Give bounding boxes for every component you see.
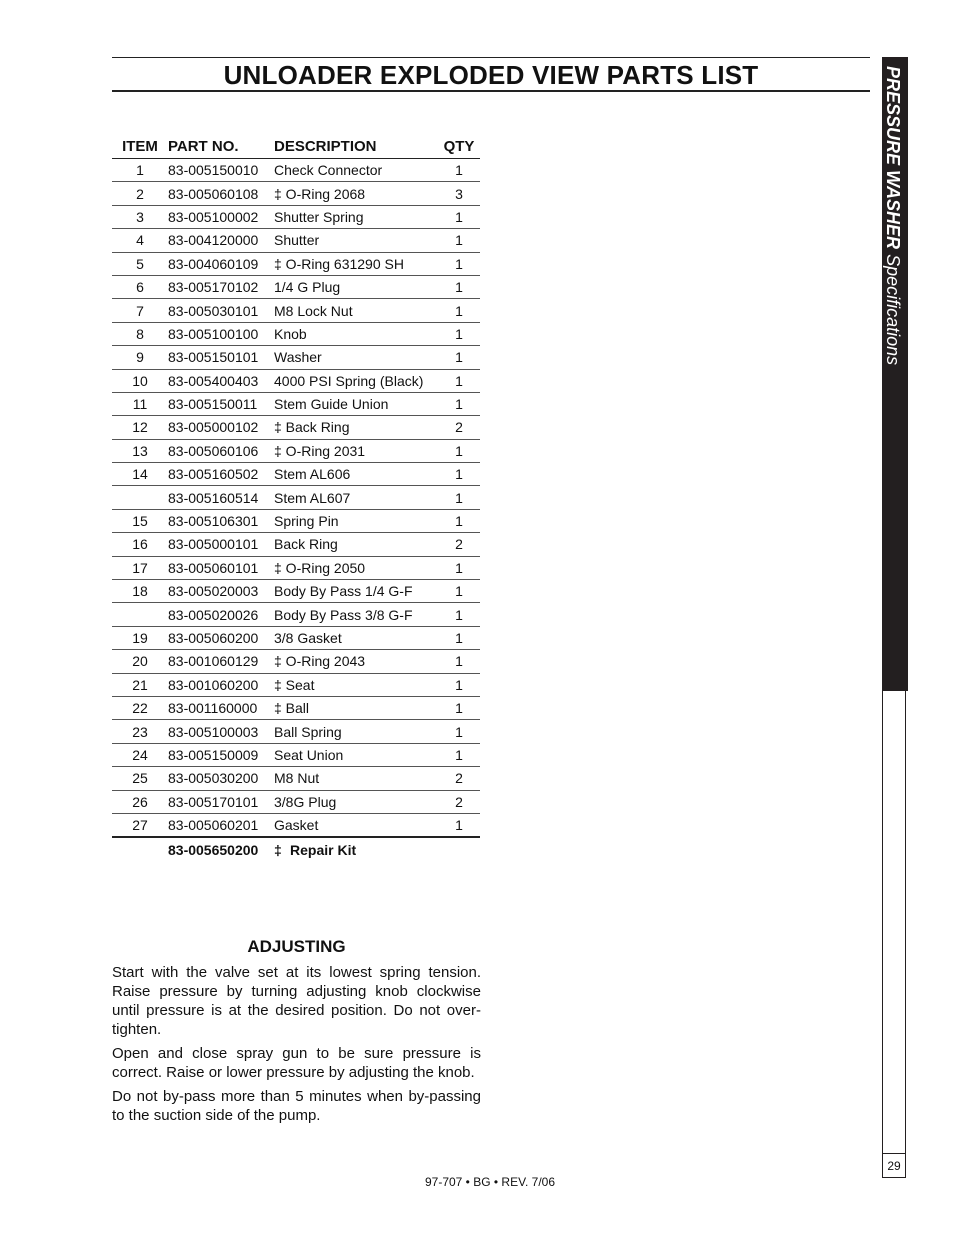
table-row xyxy=(112,369,480,392)
cell-part-no: 83-005020026 xyxy=(168,603,274,626)
cell-description: ‡ O-Ring 2050 xyxy=(274,556,438,579)
cell-qty xyxy=(438,837,480,862)
cell-description: Washer xyxy=(274,346,438,369)
table-row xyxy=(112,673,480,696)
table-row xyxy=(112,416,480,439)
table-row xyxy=(112,322,480,345)
cell-part-no: 83-005020003 xyxy=(168,580,274,603)
cell-part-no: 83-005150010 xyxy=(168,159,274,182)
cell-part-no: 83-005100003 xyxy=(168,720,274,743)
kit-label: Repair Kit xyxy=(290,842,357,859)
cell-item: 11 xyxy=(112,392,168,415)
cell-qty: 1 xyxy=(438,650,480,673)
header-part-no: PART NO. xyxy=(168,134,274,159)
table-row xyxy=(112,743,480,766)
table-row xyxy=(112,159,480,182)
parts-table xyxy=(112,134,480,862)
cell-part-no: 83-005060106 xyxy=(168,439,274,462)
cell-description: M8 Nut xyxy=(274,767,438,790)
table-row xyxy=(112,205,480,228)
cell-item: 10 xyxy=(112,369,168,392)
cell-qty: 2 xyxy=(438,790,480,813)
cell-part-no: 83-005060201 xyxy=(168,813,274,837)
cell-qty: 1 xyxy=(438,463,480,486)
cell-qty: 2 xyxy=(438,533,480,556)
table-header-row xyxy=(112,134,480,159)
side-tab-bold-text: PRESSURE WASHER xyxy=(883,66,903,250)
cell-part-no: 83-005106301 xyxy=(168,509,274,532)
cell-part-no: 83-001060129 xyxy=(168,650,274,673)
cell-description: Body By Pass 1/4 G-F xyxy=(274,580,438,603)
table-row xyxy=(112,603,480,626)
header-description: DESCRIPTION xyxy=(274,134,438,159)
cell-part-no: 83-005060200 xyxy=(168,626,274,649)
cell-part-no: 83-005170102 xyxy=(168,275,274,298)
cell-item: 6 xyxy=(112,275,168,298)
cell-description: Stem AL606 xyxy=(274,463,438,486)
cell-item: 18 xyxy=(112,580,168,603)
cell-qty: 1 xyxy=(438,743,480,766)
footer-doc-ref: 97-707 • BG • REV. 7/06 xyxy=(424,1175,556,1189)
cell-part-no: 83-005150009 xyxy=(168,743,274,766)
table-row xyxy=(112,790,480,813)
cell-description: Body By Pass 3/8 G-F xyxy=(274,603,438,626)
cell-part-no: 83-005160502 xyxy=(168,463,274,486)
cell-item: 12 xyxy=(112,416,168,439)
cell-part-no: 83-005060108 xyxy=(168,182,274,205)
table-row xyxy=(112,182,480,205)
cell-description: Stem Guide Union xyxy=(274,392,438,415)
cell-qty: 1 xyxy=(438,696,480,719)
cell-description: Ball Spring xyxy=(274,720,438,743)
table-row xyxy=(112,392,480,415)
header-item: ITEM xyxy=(112,134,168,159)
cell-qty: 1 xyxy=(438,626,480,649)
page-title: UNLOADER EXPLODED VIEW PARTS LIST xyxy=(223,60,759,90)
cell-qty: 1 xyxy=(438,509,480,532)
table-row xyxy=(112,580,480,603)
cell-part-no: 83-005160514 xyxy=(168,486,274,509)
cell-qty: 2 xyxy=(438,767,480,790)
cell-item xyxy=(112,837,168,862)
cell-description: ‡ O-Ring 2068 xyxy=(274,182,438,205)
cell-qty: 1 xyxy=(438,205,480,228)
adjusting-paragraph: Open and close spray gun to be sure pressure is correct. Raise or lower pressure by adjusting the knob. xyxy=(112,1045,481,1081)
cell-qty: 1 xyxy=(438,299,480,322)
cell-qty: 1 xyxy=(438,275,480,298)
cell-item: 5 xyxy=(112,252,168,275)
cell-description: Shutter xyxy=(274,229,438,252)
table-row xyxy=(112,720,480,743)
repair-kit-row xyxy=(112,837,480,862)
kit-part-no: 83-005650200 xyxy=(168,842,259,859)
parts-table-body xyxy=(112,159,480,863)
cell-part-no: 83-001060200 xyxy=(168,673,274,696)
cell-part-no: 83-004120000 xyxy=(168,229,274,252)
cell-part-no: 83-005000102 xyxy=(168,416,274,439)
table-row xyxy=(112,299,480,322)
cell-part-no: 83-005150101 xyxy=(168,346,274,369)
kit-description xyxy=(274,837,438,862)
table-row xyxy=(112,463,480,486)
cell-item: 3 xyxy=(112,205,168,228)
cell-item: 16 xyxy=(112,533,168,556)
cell-description: ‡ Seat xyxy=(274,673,438,696)
cell-part-no: 83-005100002 xyxy=(168,205,274,228)
cell-qty: 1 xyxy=(438,322,480,345)
cell-description: Back Ring xyxy=(274,533,438,556)
cell-description: Spring Pin xyxy=(274,509,438,532)
cell-description: ‡ O-Ring 631290 SH xyxy=(274,252,438,275)
header-qty: QTY xyxy=(438,134,480,159)
cell-item: 25 xyxy=(112,767,168,790)
cell-qty: 1 xyxy=(438,720,480,743)
cell-item: 22 xyxy=(112,696,168,719)
cell-item: 8 xyxy=(112,322,168,345)
cell-item: 4 xyxy=(112,229,168,252)
cell-part-no: 83-001160000 xyxy=(168,696,274,719)
table-row xyxy=(112,486,480,509)
cell-item: 27 xyxy=(112,813,168,837)
table-row xyxy=(112,509,480,532)
side-tab-label xyxy=(883,66,903,365)
cell-item: 19 xyxy=(112,626,168,649)
adjusting-body xyxy=(112,963,481,1130)
table-row xyxy=(112,767,480,790)
table-row xyxy=(112,626,480,649)
cell-qty: 1 xyxy=(438,673,480,696)
cell-qty: 1 xyxy=(438,252,480,275)
section-side-tab xyxy=(882,57,908,691)
cell-qty: 1 xyxy=(438,439,480,462)
cell-description: Shutter Spring xyxy=(274,205,438,228)
cell-part-no: 83-005150011 xyxy=(168,392,274,415)
cell-description: ‡ O-Ring 2043 xyxy=(274,650,438,673)
cell-part-no: 83-005170101 xyxy=(168,790,274,813)
cell-description: M8 Lock Nut xyxy=(274,299,438,322)
table-row xyxy=(112,439,480,462)
cell-item: 13 xyxy=(112,439,168,462)
cell-item: 23 xyxy=(112,720,168,743)
cell-description: Knob xyxy=(274,322,438,345)
adjusting-paragraph: Do not by-pass more than 5 minutes when by-passing to the suction side of the pump. xyxy=(112,1088,481,1124)
cell-description: 3/8 Gasket xyxy=(274,626,438,649)
cell-part-no: 83-005060101 xyxy=(168,556,274,579)
kit-symbol: ‡ xyxy=(274,842,282,859)
table-row xyxy=(112,813,480,837)
cell-description: Seat Union xyxy=(274,743,438,766)
table-row xyxy=(112,696,480,719)
cell-description: ‡ Ball xyxy=(274,696,438,719)
side-strip xyxy=(882,689,906,1178)
cell-qty: 1 xyxy=(438,229,480,252)
cell-description: ‡ Back Ring xyxy=(274,416,438,439)
cell-item xyxy=(112,603,168,626)
table-row xyxy=(112,252,480,275)
cell-part-no: 83-005100100 xyxy=(168,322,274,345)
cell-item: 9 xyxy=(112,346,168,369)
cell-qty: 1 xyxy=(438,159,480,182)
table-row xyxy=(112,275,480,298)
cell-part-no: 83-005030200 xyxy=(168,767,274,790)
cell-item: 20 xyxy=(112,650,168,673)
cell-description: Stem AL607 xyxy=(274,486,438,509)
table-row xyxy=(112,346,480,369)
adjusting-paragraph: Start with the valve set at its lowest spring tension. Raise pressure by turning adjusting knob clockwise until pressure is at the desired position. Do not over-tighten. xyxy=(112,964,481,1038)
title-rule-bottom xyxy=(112,90,870,92)
cell-qty: 1 xyxy=(438,392,480,415)
cell-item: 15 xyxy=(112,509,168,532)
cell-qty: 3 xyxy=(438,182,480,205)
cell-item: 14 xyxy=(112,463,168,486)
cell-qty: 1 xyxy=(438,486,480,509)
table-row xyxy=(112,556,480,579)
cell-item xyxy=(112,486,168,509)
cell-item: 2 xyxy=(112,182,168,205)
title-rule-top xyxy=(112,57,870,58)
cell-part-no: 83-004060109 xyxy=(168,252,274,275)
cell-description: 3/8G Plug xyxy=(274,790,438,813)
cell-item: 1 xyxy=(112,159,168,182)
cell-item: 24 xyxy=(112,743,168,766)
cell-item: 17 xyxy=(112,556,168,579)
cell-qty: 1 xyxy=(438,813,480,837)
cell-description: Gasket xyxy=(274,813,438,837)
adjusting-heading: ADJUSTING xyxy=(247,937,346,956)
cell-part-no: 83-005030101 xyxy=(168,299,274,322)
cell-part-no: 83-005000101 xyxy=(168,533,274,556)
cell-qty: 1 xyxy=(438,556,480,579)
cell-part-no: 83-005400403 xyxy=(168,369,274,392)
cell-qty: 1 xyxy=(438,369,480,392)
cell-item: 26 xyxy=(112,790,168,813)
cell-description: ‡ O-Ring 2031 xyxy=(274,439,438,462)
table-row xyxy=(112,229,480,252)
table-row xyxy=(112,533,480,556)
table-row xyxy=(112,650,480,673)
cell-description: Check Connector xyxy=(274,159,438,182)
cell-item: 21 xyxy=(112,673,168,696)
cell-qty: 1 xyxy=(438,346,480,369)
cell-qty: 2 xyxy=(438,416,480,439)
cell-description: 1/4 G Plug xyxy=(274,275,438,298)
cell-qty: 1 xyxy=(438,580,480,603)
side-tab-regular-text: Specifications xyxy=(883,254,903,366)
cell-description: 4000 PSI Spring (Black) xyxy=(274,369,438,392)
page-number: 29 xyxy=(882,1153,906,1178)
cell-item: 7 xyxy=(112,299,168,322)
cell-qty: 1 xyxy=(438,603,480,626)
